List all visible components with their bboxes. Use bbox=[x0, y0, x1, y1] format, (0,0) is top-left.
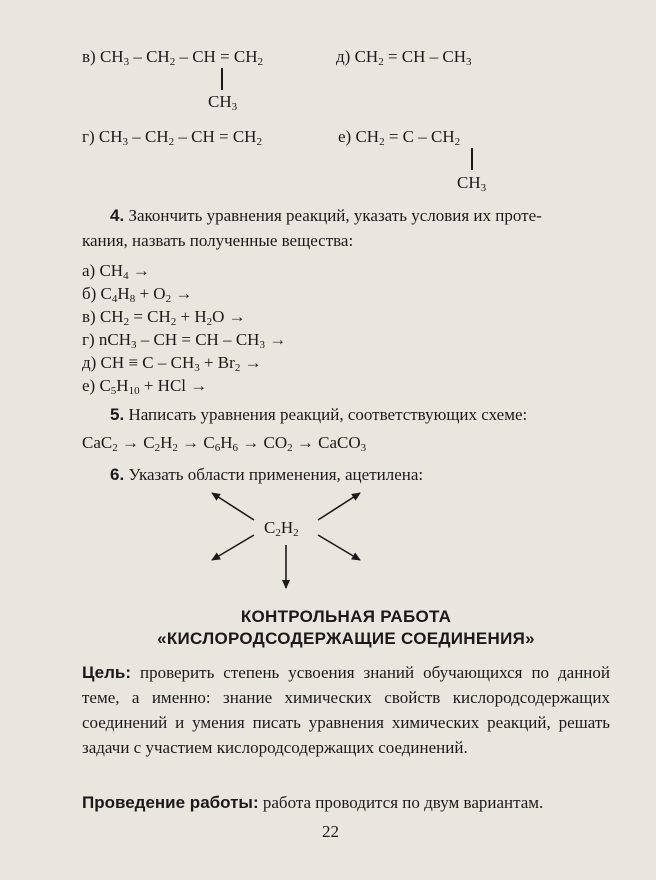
task4-item-v: в) CH2 = CH2 + H2O → bbox=[82, 307, 246, 328]
task4-text: 4. Закончить уравнения реакций, указать условия их проте- кания, назвать полученные вещества: bbox=[82, 206, 542, 250]
acetylene-formula: C2H2 bbox=[264, 518, 299, 539]
task5-text: 5. Написать уравнения реакций, соответствующих схеме: bbox=[110, 405, 528, 424]
section-title: КОНТРОЛЬНАЯ РАБОТА «КИСЛОРОДСОДЕРЖАЩИЕ СОЕДИНЕНИЯ» bbox=[157, 607, 535, 648]
task4-item-d: д) CH ≡ C – CH3 + Br2 → bbox=[82, 353, 262, 374]
formula-d: д) CH2 = CH – CH3 bbox=[336, 47, 472, 68]
formula-g: г) CH3 – CH2 – CH = CH2 bbox=[82, 127, 262, 148]
task4-item-g: г) nCH3 – CH = CH – CH3 → bbox=[82, 330, 287, 351]
task4-item-e: е) C5H10 + HCl → bbox=[82, 376, 208, 397]
arrow-lower-right bbox=[318, 535, 360, 560]
task4-item-b: б) C4H8 + O2 → bbox=[82, 284, 193, 305]
formula-e: е) CH2 = C – CH2 bbox=[338, 127, 461, 148]
task5-scheme: CaC2 → C2H2 → C6H6 → CO2 → CaCO3 bbox=[82, 433, 367, 454]
arrow-upper-left bbox=[212, 493, 254, 520]
formula-v-branch: CH3 bbox=[208, 92, 238, 113]
page-number: 22 bbox=[322, 822, 339, 841]
arrow-upper-right bbox=[318, 493, 360, 520]
formula-v: в) CH3 – CH2 – CH = CH2 bbox=[82, 47, 264, 68]
task4-item-a: а) CH4 → bbox=[82, 261, 150, 282]
task6-text: 6. Указать области применения, ацетилена: bbox=[110, 465, 424, 484]
conduct-paragraph: Проведение работы: работа проводится по двум вариантам. bbox=[82, 793, 544, 812]
goal-paragraph: Цель: проверить степень усвоения знаний обучающихся по данной теме, а именно: знание химических свойств кислородсодержащих соединений и умения писать уравнения химических реакций, решать задачи с участием кислородсодержащих соединений. bbox=[82, 663, 610, 757]
arrow-lower-left bbox=[212, 535, 254, 560]
formula-e-branch: CH3 bbox=[457, 173, 487, 194]
